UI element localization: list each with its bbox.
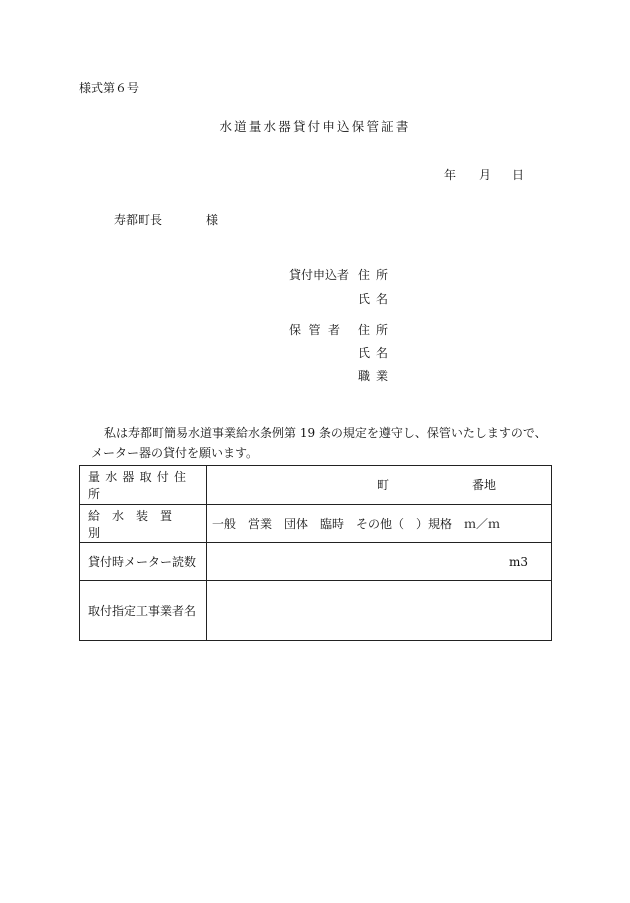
- install-address-label: 量水器取付住所: [88, 470, 192, 501]
- date-year-label: 年: [444, 168, 457, 182]
- statement-line-2: メーター器の貸付を願います。: [91, 446, 259, 460]
- applicant-address-label: 住所: [358, 268, 395, 282]
- supply-type-label: 給水装置別: [88, 508, 185, 540]
- install-address-lot-label: 番地: [472, 478, 497, 492]
- meter-reading-label-cell: [80, 543, 207, 581]
- table-row-install-address: [80, 466, 552, 505]
- applicant-name-label: 氏名: [358, 292, 395, 306]
- date-day-label: 日: [512, 168, 525, 182]
- install-address-value-cell[interactable]: [207, 466, 552, 505]
- keeper-occupation-label: 職業: [358, 369, 395, 383]
- meter-info-table: [79, 465, 552, 641]
- keeper-role-label: 保管者: [289, 323, 348, 337]
- supply-type-options: 一般 営業 団体 臨時 その他（ ）規格 ｍ／ｍ: [212, 516, 501, 531]
- meter-reading-unit: m3: [509, 554, 529, 569]
- applicant-role-label: 貸付申込者: [289, 268, 350, 282]
- keeper-name-label: 氏名: [358, 346, 395, 360]
- statement-line-1: 私は寿都町簡易水道事業給水条例第 19 条の規定を遵守し、保管いたしますので、: [104, 426, 547, 440]
- addressee-name: 寿都町長: [114, 213, 163, 227]
- table-row-meter-reading: [80, 543, 552, 581]
- supply-type-value-cell[interactable]: [207, 505, 552, 543]
- contractor-label-cell: [80, 581, 207, 641]
- table-row-supply-type: [80, 505, 552, 543]
- install-address-town-label: 町: [377, 478, 390, 492]
- addressee-honorific: 様: [206, 213, 219, 227]
- install-address-label-cell: [80, 466, 207, 505]
- form-number: 様式第６号: [79, 81, 140, 95]
- document-title: 水道量水器貸付申込保管証書: [219, 119, 411, 134]
- supply-type-label-cell: [80, 505, 207, 543]
- contractor-value-cell[interactable]: [207, 581, 552, 641]
- keeper-address-label: 住所: [358, 323, 395, 337]
- date-month-label: 月: [479, 168, 492, 182]
- meter-reading-value-cell[interactable]: [207, 543, 552, 581]
- contractor-label: 取付指定工事業者名: [88, 604, 197, 618]
- table-row-contractor: [80, 581, 552, 641]
- meter-reading-label: 貸付時メーター読数: [88, 555, 197, 569]
